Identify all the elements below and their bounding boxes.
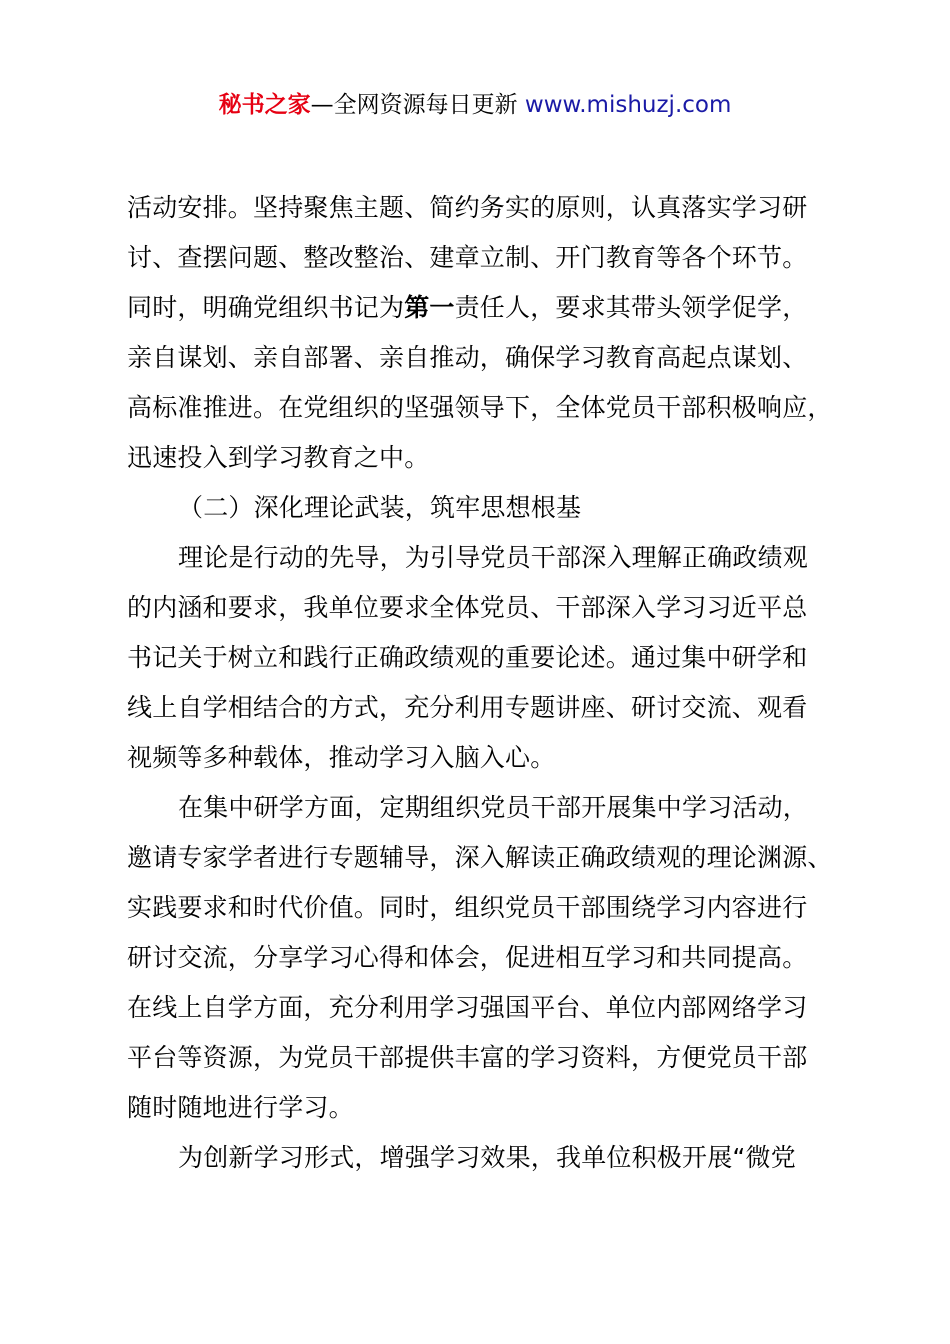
text-line: 平台等资源，为党员干部提供丰富的学习资料，方便党员干部 — [127, 1043, 808, 1072]
text-segment: 同时，明确党组织书记为 — [127, 293, 405, 322]
text-line: 活动安排。坚持聚焦主题、简约务实的原则，认真落实学习研 — [127, 193, 808, 222]
text-line: 书记关于树立和践行正确政绩观的重要论述。通过集中研学和 — [127, 643, 808, 672]
site-url-link[interactable]: www.mishuzj.com — [524, 92, 732, 118]
section-heading: （二）深化理论武装，筑牢思想根基 — [178, 493, 582, 522]
text-line: 视频等多种载体，推动学习入脑入心。 — [127, 743, 556, 772]
text-line: 高标准推进。在党组织的坚强领导下，全体党员干部积极响应， — [127, 393, 833, 422]
paragraph-first-line: 在集中研学方面，定期组织党员干部开展集中学习活动， — [178, 793, 809, 822]
bold-text: 第一 — [404, 293, 455, 322]
paragraph-first-line: 理论是行动的先导，为引导党员干部深入理解正确政绩观 — [178, 543, 809, 572]
page-header — [0, 88, 950, 122]
text-line: 线上自学相结合的方式，充分利用专题讲座、研讨交流、观看 — [127, 693, 808, 722]
text-line: 讨、查摆问题、整改整治、建章立制、开门教育等各个环节。 — [127, 243, 808, 272]
paragraph-first-line: 为创新学习形式，增强学习效果，我单位积极开展“微党 — [178, 1143, 796, 1172]
site-tagline: —全网资源每日更新 — [310, 92, 525, 118]
text-line: 研讨交流，分享学习心得和体会，促进相互学习和共同提高。 — [127, 943, 808, 972]
text-line: 邀请专家学者进行专题辅导，深入解读正确政绩观的理论渊源、 — [127, 843, 833, 872]
text-segment: 责任人，要求其带头领学促学， — [454, 293, 808, 322]
text-line: 实践要求和时代价值。同时，组织党员干部围绕学习内容进行 — [127, 893, 808, 922]
text-line — [127, 283, 837, 333]
site-brand: 秘书之家 — [218, 92, 311, 118]
text-line: 迅速投入到学习教育之中。 — [127, 443, 430, 472]
text-line: 的内涵和要求，我单位要求全体党员、干部深入学习习近平总 — [127, 593, 808, 622]
text-line: 随时随地进行学习。 — [127, 1093, 354, 1122]
text-line: 在线上自学方面，充分利用学习强国平台、单位内部网络学习 — [127, 993, 808, 1022]
document-body — [127, 183, 837, 1183]
text-line: 亲自谋划、亲自部署、亲自推动，确保学习教育高起点谋划、 — [127, 343, 808, 372]
